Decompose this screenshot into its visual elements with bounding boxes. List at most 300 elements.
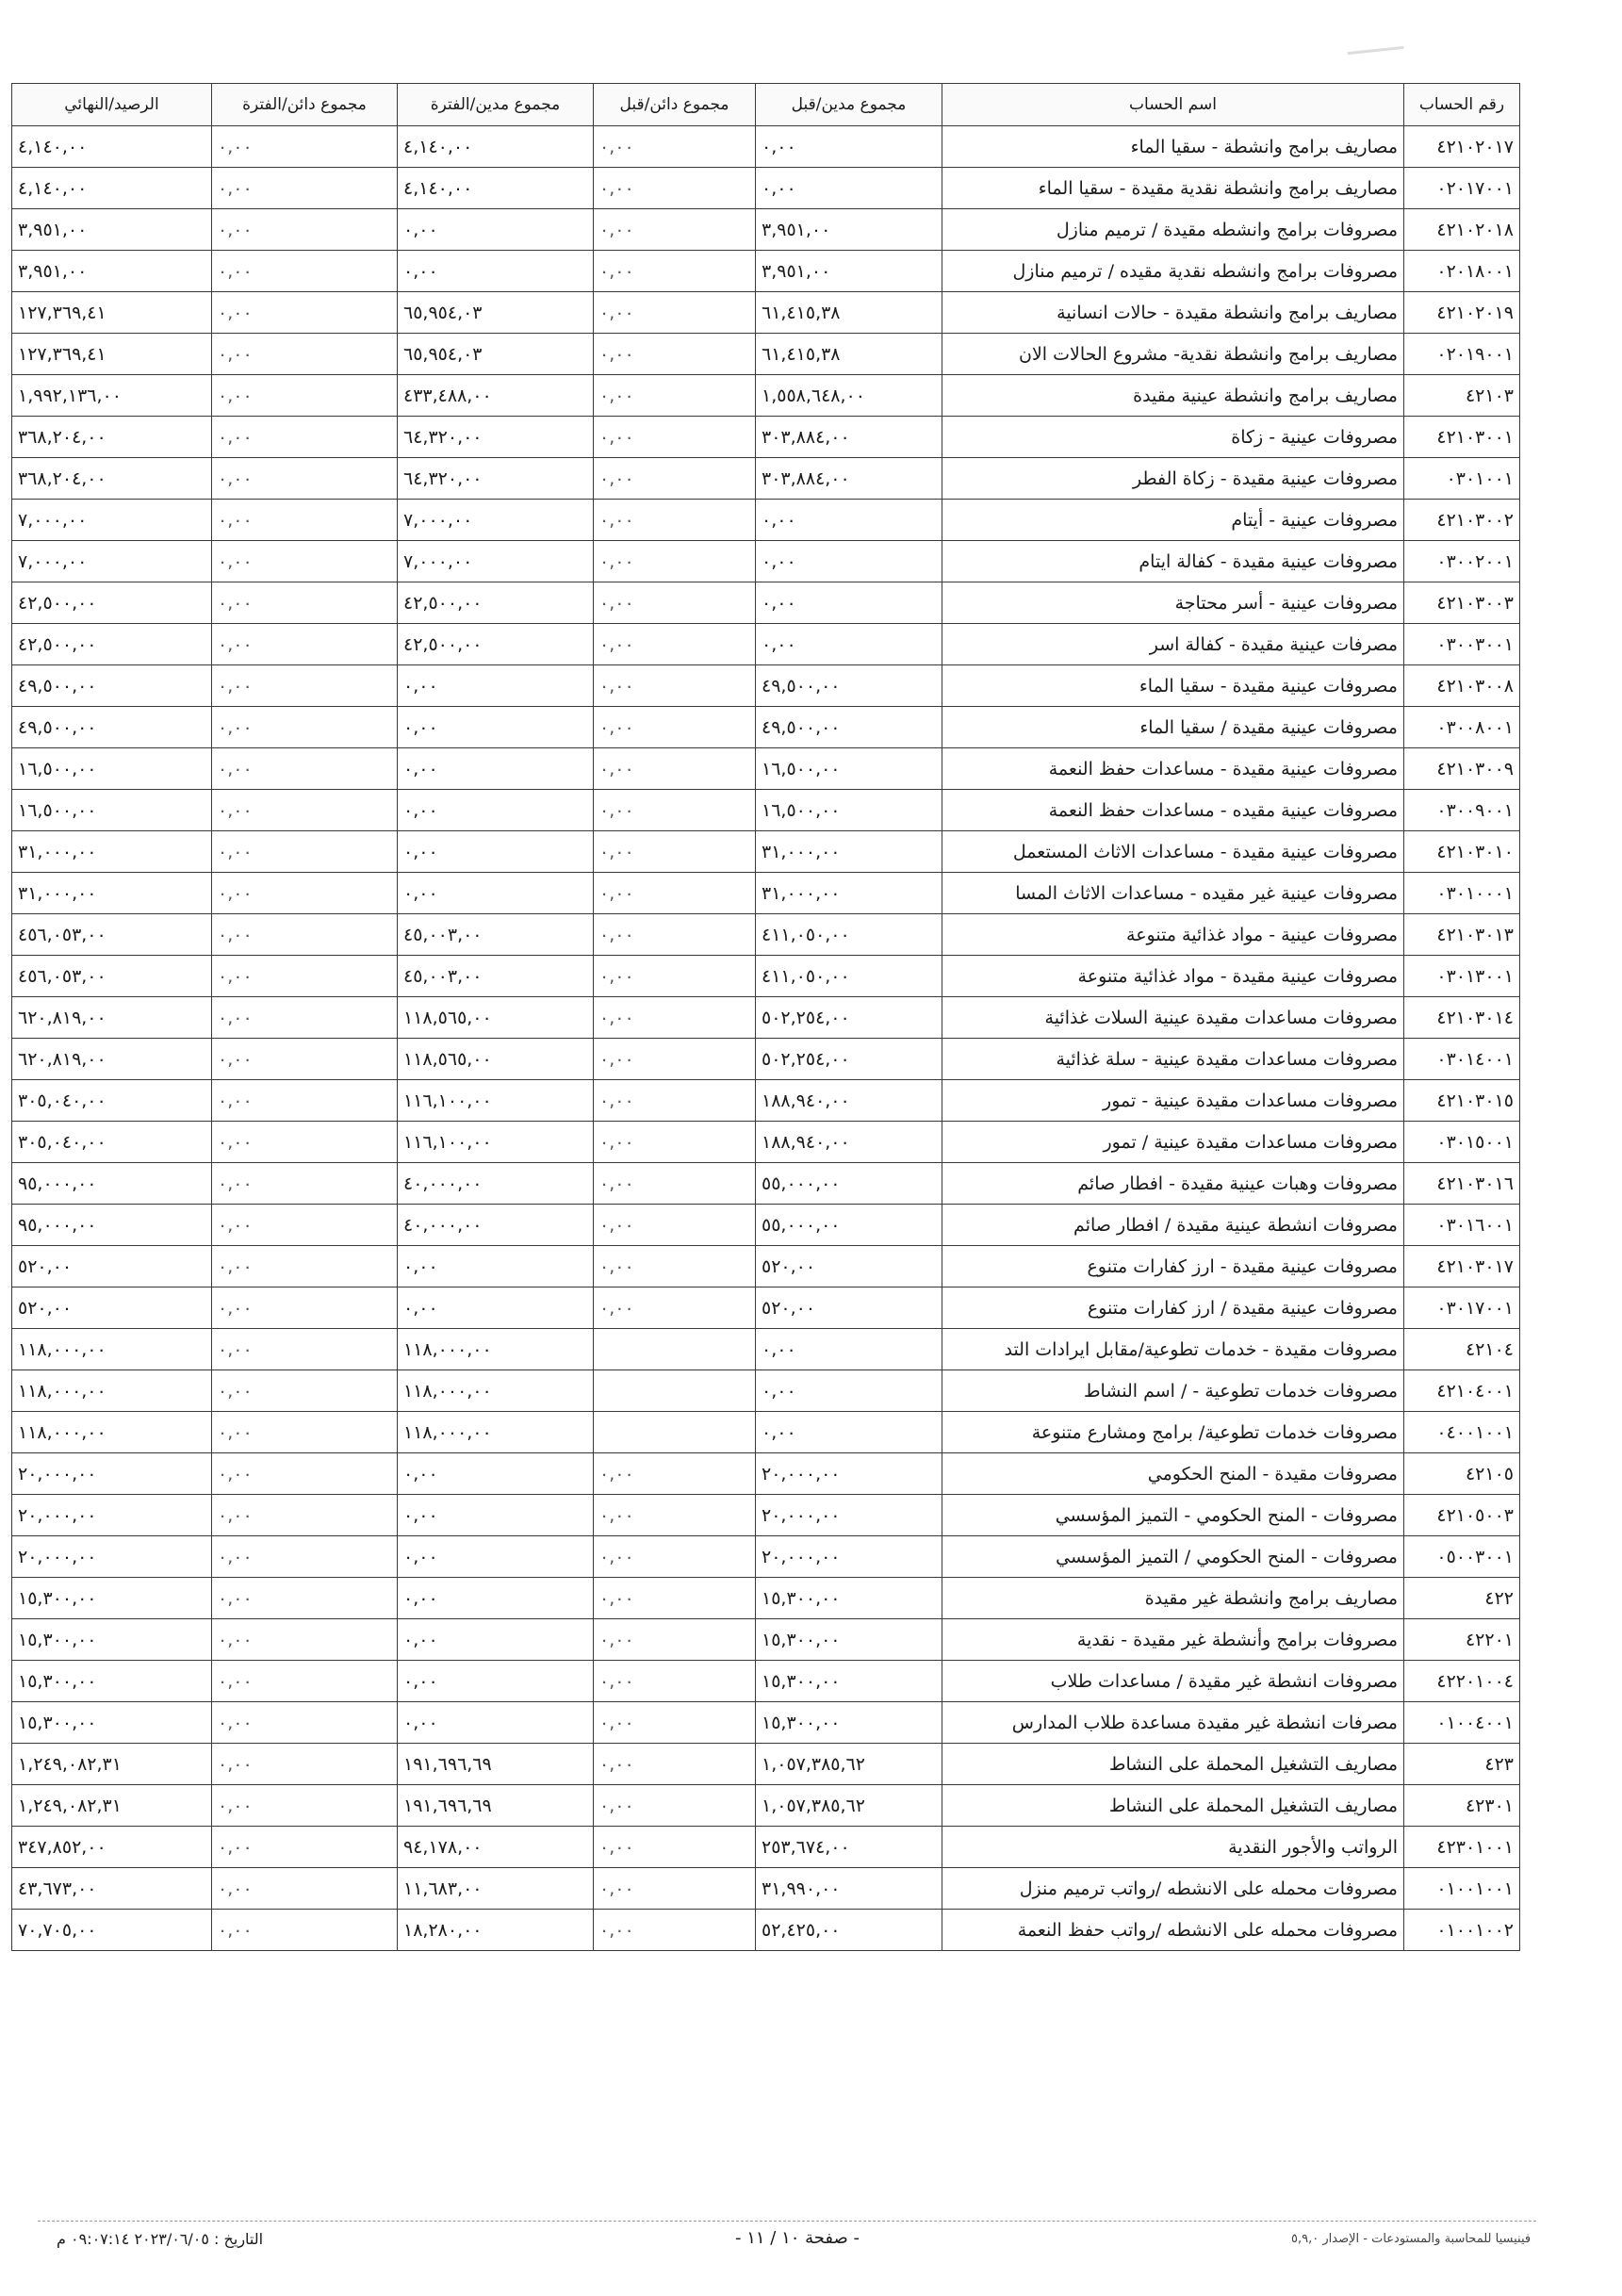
cell-account-name: مصروفات برامج وانشطه نقدية مقيده / ترميم منازل	[942, 251, 1404, 292]
cell-credit-period: ٠,٠٠	[212, 1868, 398, 1910]
cell-debit-prior: ٥٢٠,٠٠	[756, 1246, 942, 1287]
cell-credit-period: ٠,٠٠	[212, 1163, 398, 1205]
cell-debit-prior: ٣٠٣,٨٨٤,٠٠	[756, 417, 942, 458]
cell-credit-prior: ٠,٠٠	[594, 334, 756, 375]
table-row	[12, 1287, 1520, 1329]
cell-credit-period: ٠,٠٠	[212, 458, 398, 500]
cell-credit-period: ٠,٠٠	[212, 956, 398, 997]
cell-account-name: مصروفات عينية مقيدة - مساعدات حفظ النعمة	[942, 748, 1404, 790]
cell-account-no: ٤٢١٠٣٠١٧	[1404, 1246, 1520, 1287]
cell-account-name: مصروفات محمله على الانشطه /رواتب ترميم منزل	[942, 1868, 1404, 1910]
cell-debit-prior: ٦١,٤١٥,٣٨	[756, 334, 942, 375]
cell-credit-prior: ٠,٠٠	[594, 914, 756, 956]
cell-credit-period: ٠,٠٠	[212, 126, 398, 168]
cell-account-name: مصاريف التشغيل المحملة على النشاط	[942, 1785, 1404, 1827]
table-row	[12, 707, 1520, 748]
cell-debit-period: ٤٠,٠٠٠,٠٠	[398, 1163, 594, 1205]
cell-credit-prior: ٠,٠٠	[594, 1661, 756, 1702]
table-row	[12, 1910, 1520, 1951]
cell-debit-prior: ١٥,٣٠٠,٠٠	[756, 1578, 942, 1619]
table-row	[12, 1453, 1520, 1495]
cell-account-name: مصاريف برامج وانشطة غير مقيدة	[942, 1578, 1404, 1619]
cell-debit-prior: ٤١١,٠٥٠,٠٠	[756, 914, 942, 956]
cell-credit-prior: ٠,٠٠	[594, 541, 756, 582]
cell-debit-prior: ١,٥٥٨,٦٤٨,٠٠	[756, 375, 942, 417]
cell-credit-period: ٠,٠٠	[212, 1453, 398, 1495]
table-row	[12, 1868, 1520, 1910]
cell-debit-period: ٠,٠٠	[398, 1536, 594, 1578]
cell-debit-period: ٩٤,١٧٨,٠٠	[398, 1827, 594, 1868]
cell-account-name: مصروفات عينية مقيدة - كفالة ايتام	[942, 541, 1404, 582]
cell-debit-period: ٠,٠٠	[398, 209, 594, 251]
cell-balance: ٣٠٥,٠٤٠,٠٠	[12, 1080, 212, 1122]
cell-balance: ٧,٠٠٠,٠٠	[12, 500, 212, 541]
cell-account-name: مصروفات انشطة عينية مقيدة / افطار صائم	[942, 1205, 1404, 1246]
table-row	[12, 1785, 1520, 1827]
cell-credit-period: ٠,٠٠	[212, 1495, 398, 1536]
cell-credit-prior: ٠,٠٠	[594, 1080, 756, 1122]
cell-credit-prior: ٠,٠٠	[594, 292, 756, 334]
cell-debit-period: ٤٠,٠٠٠,٠٠	[398, 1205, 594, 1246]
cell-debit-prior: ٢٠,٠٠٠,٠٠	[756, 1495, 942, 1536]
cell-debit-prior: ٥٠٢,٢٥٤,٠٠	[756, 997, 942, 1039]
cell-credit-prior: ٠,٠٠	[594, 1039, 756, 1080]
cell-credit-prior	[594, 1412, 756, 1453]
footer-date: التاريخ : ٢٠٢٣/٠٦/٠٥ ٠٩:٠٧:١٤ م	[57, 2230, 264, 2248]
cell-account-name: مصروفات مقيدة - خدمات تطوعية/مقابل ايرادات التد	[942, 1329, 1404, 1370]
cell-credit-prior: ٠,٠٠	[594, 500, 756, 541]
cell-account-no: ٠٣٠١٣٠٠١	[1404, 956, 1520, 997]
cell-debit-period: ٠,٠٠	[398, 831, 594, 873]
cell-credit-prior: ٠,٠٠	[594, 665, 756, 707]
cell-account-name: مصروفات مساعدات مقيدة عينية السلات غذائية	[942, 997, 1404, 1039]
cell-balance: ٩٥,٠٠٠,٠٠	[12, 1205, 212, 1246]
cell-account-no: ٤٢١٠٢٠١٨	[1404, 209, 1520, 251]
cell-credit-prior: ٠,٠٠	[594, 624, 756, 665]
cell-balance: ٤٢,٥٠٠,٠٠	[12, 624, 212, 665]
cell-account-no: ٤٢١٠٣٠١٤	[1404, 997, 1520, 1039]
cell-account-name: مصروفات خدمات تطوعية - / اسم النشاط	[942, 1370, 1404, 1412]
cell-credit-period: ٠,٠٠	[212, 541, 398, 582]
cell-account-no: ٤٢١٠٣٠١٥	[1404, 1080, 1520, 1122]
cell-debit-period: ٦٥,٩٥٤,٠٣	[398, 334, 594, 375]
table-row	[12, 582, 1520, 624]
cell-debit-period: ٠,٠٠	[398, 1453, 594, 1495]
header-balance: الرصيد/النهائي	[12, 84, 212, 126]
cell-account-name: مصرفات عينية مقيدة - كفالة اسر	[942, 624, 1404, 665]
table-row	[12, 1661, 1520, 1702]
table-row	[12, 458, 1520, 500]
cell-account-no: ٤٢٣٠١٠٠١	[1404, 1827, 1520, 1868]
cell-balance: ٤,١٤٠,٠٠	[12, 168, 212, 209]
cell-balance: ٩٥,٠٠٠,٠٠	[12, 1163, 212, 1205]
cell-credit-period: ٠,٠٠	[212, 1619, 398, 1661]
cell-account-no: ٠٣٠٠٩٠٠١	[1404, 790, 1520, 831]
cell-account-name: مصاريف برامج وانشطة - سقيا الماء	[942, 126, 1404, 168]
cell-debit-prior: ٢٥٣,٦٧٤,٠٠	[756, 1827, 942, 1868]
cell-debit-period: ١١٦,١٠٠,٠٠	[398, 1122, 594, 1163]
cell-account-name: مصروفات محمله على الانشطه /رواتب حفظ النعمة	[942, 1910, 1404, 1951]
cell-account-no: ٠٣٠٠٣٠٠١	[1404, 624, 1520, 665]
cell-debit-prior: ٥٢٠,٠٠	[756, 1287, 942, 1329]
cell-debit-period: ١١٨,٠٠٠,٠٠	[398, 1370, 594, 1412]
cell-account-no: ٠٣٠١٠٠٠١	[1404, 873, 1520, 914]
table-row	[12, 1495, 1520, 1536]
cell-account-name: مصروفات عينية - أيتام	[942, 500, 1404, 541]
cell-credit-period: ٠,٠٠	[212, 1246, 398, 1287]
cell-account-name: مصروفات عينية مقيدة - ارز كفارات متنوع	[942, 1246, 1404, 1287]
cell-debit-prior: ١٦,٥٠٠,٠٠	[756, 790, 942, 831]
table-row	[12, 500, 1520, 541]
cell-credit-prior: ٠,٠٠	[594, 251, 756, 292]
cell-account-name: مصاريف برامج وانشطة نقدية مقيدة - سقيا الماء	[942, 168, 1404, 209]
cell-credit-prior: ٠,٠٠	[594, 1246, 756, 1287]
cell-debit-prior: ١٨٨,٩٤٠,٠٠	[756, 1122, 942, 1163]
cell-account-name: مصروفات عينية مقيدة / ارز كفارات متنوع	[942, 1287, 1404, 1329]
cell-account-name: مصروفات عينية مقيدة - مساعدات الاثاث المستعمل	[942, 831, 1404, 873]
cell-credit-prior: ٠,٠٠	[594, 831, 756, 873]
table-row	[12, 748, 1520, 790]
cell-account-no: ٠٣٠١٦٠٠١	[1404, 1205, 1520, 1246]
cell-account-no: ٠٣٠١٧٠٠١	[1404, 1287, 1520, 1329]
cell-balance: ٢٠,٠٠٠,٠٠	[12, 1536, 212, 1578]
cell-debit-period: ٤٣٣,٤٨٨,٠٠	[398, 375, 594, 417]
cell-debit-period: ١١٨,٥٦٥,٠٠	[398, 1039, 594, 1080]
cell-debit-period: ٤٢,٥٠٠,٠٠	[398, 582, 594, 624]
cell-credit-prior	[594, 1370, 756, 1412]
cell-account-name: مصروفات مساعدات مقيدة عينية / تمور	[942, 1122, 1404, 1163]
cell-credit-period: ٠,٠٠	[212, 1578, 398, 1619]
table-row	[12, 417, 1520, 458]
cell-credit-period: ٠,٠٠	[212, 1702, 398, 1744]
table-row	[12, 334, 1520, 375]
cell-account-no: ٠٢٠١٧٠٠١	[1404, 168, 1520, 209]
cell-account-no: ٤٢١٠٤٠٠١	[1404, 1370, 1520, 1412]
table-row	[12, 1744, 1520, 1785]
cell-credit-period: ٠,٠٠	[212, 1785, 398, 1827]
cell-balance: ١٥,٣٠٠,٠٠	[12, 1578, 212, 1619]
cell-credit-period: ٠,٠٠	[212, 417, 398, 458]
cell-account-no: ٤٢٢٠١	[1404, 1619, 1520, 1661]
table-row	[12, 1578, 1520, 1619]
table-row	[12, 1246, 1520, 1287]
cell-balance: ١٢٧,٣٦٩,٤١	[12, 292, 212, 334]
cell-account-no: ٤٢١٠٤	[1404, 1329, 1520, 1370]
cell-debit-period: ٠,٠٠	[398, 1578, 594, 1619]
cell-balance: ٣٠٥,٠٤٠,٠٠	[12, 1122, 212, 1163]
cell-debit-prior: ٠,٠٠	[756, 1370, 942, 1412]
cell-debit-prior: ٠,٠٠	[756, 624, 942, 665]
cell-balance: ٦٢٠,٨١٩,٠٠	[12, 1039, 212, 1080]
cell-debit-prior: ٣٠٣,٨٨٤,٠٠	[756, 458, 942, 500]
cell-account-no: ٤٢١٠٣٠١٠	[1404, 831, 1520, 873]
cell-debit-prior: ٣١,٠٠٠,٠٠	[756, 873, 942, 914]
cell-credit-period: ٠,٠٠	[212, 748, 398, 790]
table-row	[12, 624, 1520, 665]
cell-account-no: ٤٢١٠٣٠١٣	[1404, 914, 1520, 956]
cell-credit-period: ٠,٠٠	[212, 1412, 398, 1453]
cell-account-name: مصاريف برامج وانشطة عينية مقيدة	[942, 375, 1404, 417]
cell-balance: ٤٩,٥٠٠,٠٠	[12, 665, 212, 707]
cell-account-no: ٠٣٠١٠٠١	[1404, 458, 1520, 500]
cell-balance: ١٦,٥٠٠,٠٠	[12, 748, 212, 790]
cell-debit-period: ١١٨,٠٠٠,٠٠	[398, 1329, 594, 1370]
cell-debit-prior: ٠,٠٠	[756, 500, 942, 541]
cell-account-name: الرواتب والأجور النقدية	[942, 1827, 1404, 1868]
cell-credit-prior: ٠,٠٠	[594, 1619, 756, 1661]
cell-credit-period: ٠,٠٠	[212, 997, 398, 1039]
table-row	[12, 209, 1520, 251]
cell-credit-prior: ٠,٠٠	[594, 375, 756, 417]
cell-credit-prior: ٠,٠٠	[594, 997, 756, 1039]
header-account-no: رقم الحساب	[1404, 84, 1520, 126]
cell-balance: ١٦,٥٠٠,٠٠	[12, 790, 212, 831]
table-row	[12, 126, 1520, 168]
table-row	[12, 914, 1520, 956]
cell-balance: ١١٨,٠٠٠,٠٠	[12, 1329, 212, 1370]
cell-credit-prior	[594, 1329, 756, 1370]
cell-credit-period: ٠,٠٠	[212, 873, 398, 914]
cell-account-name: مصروفات عينية مقيدة - مواد غذائية متنوعة	[942, 956, 1404, 997]
table-row	[12, 997, 1520, 1039]
cell-credit-prior: ٠,٠٠	[594, 1744, 756, 1785]
cell-account-name: مصروفات برامج وانشطه مقيدة / ترميم منازل	[942, 209, 1404, 251]
cell-debit-prior: ٣١,٠٠٠,٠٠	[756, 831, 942, 873]
cell-account-no: ٤٢٢	[1404, 1578, 1520, 1619]
cell-balance: ٤٥٦,٠٥٣,٠٠	[12, 956, 212, 997]
cell-balance: ١٥,٣٠٠,٠٠	[12, 1619, 212, 1661]
cell-credit-period: ٠,٠٠	[212, 251, 398, 292]
cell-debit-period: ٦٥,٩٥٤,٠٣	[398, 292, 594, 334]
table-row	[12, 1122, 1520, 1163]
cell-balance: ١,٢٤٩,٠٨٢,٣١	[12, 1744, 212, 1785]
cell-debit-period: ٦٤,٣٢٠,٠٠	[398, 458, 594, 500]
cell-account-name: مصروفات عينية مقيدة - زكاة الفطر	[942, 458, 1404, 500]
cell-account-no: ٠٣٠١٥٠٠١	[1404, 1122, 1520, 1163]
cell-account-no: ٤٢١٠٢٠١٧	[1404, 126, 1520, 168]
cell-credit-prior: ٠,٠٠	[594, 1910, 756, 1951]
cell-debit-prior: ٢٠,٠٠٠,٠٠	[756, 1453, 942, 1495]
cell-debit-period: ٠,٠٠	[398, 873, 594, 914]
cell-debit-period: ١٨,٢٨٠,٠٠	[398, 1910, 594, 1951]
cell-balance: ٥٢٠,٠٠	[12, 1246, 212, 1287]
cell-credit-prior: ٠,٠٠	[594, 790, 756, 831]
cell-debit-period: ١٩١,٦٩٦,٦٩	[398, 1785, 594, 1827]
cell-balance: ٣,٩٥١,٠٠	[12, 209, 212, 251]
cell-account-no: ٤٢١٠٣	[1404, 375, 1520, 417]
cell-account-no: ٠٥٠٠٣٠٠١	[1404, 1536, 1520, 1578]
cell-account-name: مصرفات انشطة غير مقيدة مساعدة طلاب المدارس	[942, 1702, 1404, 1744]
cell-credit-period: ٠,٠٠	[212, 1744, 398, 1785]
cell-debit-prior: ٥٢,٤٢٥,٠٠	[756, 1910, 942, 1951]
cell-account-name: مصروفات عينية مقيدة - سقيا الماء	[942, 665, 1404, 707]
table-header-row	[12, 84, 1520, 126]
cell-account-name: مصروفات مساعدات مقيدة عينية - تمور	[942, 1080, 1404, 1122]
cell-account-name: مصروفات عينية مقيده - مساعدات حفظ النعمة	[942, 790, 1404, 831]
cell-debit-prior: ٣,٩٥١,٠٠	[756, 251, 942, 292]
cell-debit-prior: ٣١,٩٩٠,٠٠	[756, 1868, 942, 1910]
table-row	[12, 1039, 1520, 1080]
cell-credit-prior: ٠,٠٠	[594, 1205, 756, 1246]
cell-credit-prior: ٠,٠٠	[594, 1495, 756, 1536]
cell-debit-prior: ١,٠٥٧,٣٨٥,٦٢	[756, 1744, 942, 1785]
cell-account-no: ٠٤٠٠١٠٠١	[1404, 1412, 1520, 1453]
cell-account-no: ٤٢١٠٣٠٠٢	[1404, 500, 1520, 541]
table-row	[12, 1412, 1520, 1453]
cell-credit-prior: ٠,٠٠	[594, 417, 756, 458]
cell-credit-prior: ٠,٠٠	[594, 1536, 756, 1578]
cell-credit-prior: ٠,٠٠	[594, 209, 756, 251]
cell-credit-period: ٠,٠٠	[212, 1205, 398, 1246]
cell-credit-period: ٠,٠٠	[212, 209, 398, 251]
cell-credit-prior: ٠,٠٠	[594, 1785, 756, 1827]
cell-credit-period: ٠,٠٠	[212, 1329, 398, 1370]
cell-credit-period: ٠,٠٠	[212, 1910, 398, 1951]
cell-credit-prior: ٠,٠٠	[594, 582, 756, 624]
cell-account-name: مصروفات وهبات عينية مقيدة - افطار صائم	[942, 1163, 1404, 1205]
cell-debit-period: ٠,٠٠	[398, 707, 594, 748]
cell-credit-prior: ٠,٠٠	[594, 1827, 756, 1868]
cell-balance: ٢٠,٠٠٠,٠٠	[12, 1495, 212, 1536]
cell-debit-period: ٠,٠٠	[398, 251, 594, 292]
cell-credit-prior: ٠,٠٠	[594, 956, 756, 997]
cell-balance: ٤,١٤٠,٠٠	[12, 126, 212, 168]
cell-debit-prior: ٠,٠٠	[756, 1329, 942, 1370]
cell-account-no: ٤٢١٠٣٠٠٩	[1404, 748, 1520, 790]
cell-balance: ٣١,٠٠٠,٠٠	[12, 831, 212, 873]
cell-debit-period: ٠,٠٠	[398, 1661, 594, 1702]
cell-credit-prior: ٠,٠٠	[594, 1287, 756, 1329]
cell-debit-prior: ٤٩,٥٠٠,٠٠	[756, 707, 942, 748]
cell-credit-period: ٠,٠٠	[212, 1370, 398, 1412]
cell-account-name: مصروفات انشطة غير مقيدة / مساعدات طلاب	[942, 1661, 1404, 1702]
cell-credit-period: ٠,٠٠	[212, 582, 398, 624]
cell-debit-prior: ١٨٨,٩٤٠,٠٠	[756, 1080, 942, 1122]
cell-debit-period: ١١,٦٨٣,٠٠	[398, 1868, 594, 1910]
cell-account-no: ٤٢٣٠١	[1404, 1785, 1520, 1827]
cell-account-name: مصروفات خدمات تطوعية/ برامج ومشارع متنوعة	[942, 1412, 1404, 1453]
cell-debit-prior: ٠,٠٠	[756, 168, 942, 209]
cell-credit-period: ٠,٠٠	[212, 707, 398, 748]
table-row	[12, 541, 1520, 582]
cell-balance: ٣٤٧,٨٥٢,٠٠	[12, 1827, 212, 1868]
cell-credit-period: ٠,٠٠	[212, 1122, 398, 1163]
cell-credit-prior: ٠,٠٠	[594, 1163, 756, 1205]
cell-balance: ٤٥٦,٠٥٣,٠٠	[12, 914, 212, 956]
cell-balance: ٧٠,٧٠٥,٠٠	[12, 1910, 212, 1951]
cell-credit-period: ٠,٠٠	[212, 665, 398, 707]
cell-debit-prior: ٤٩,٥٠٠,٠٠	[756, 665, 942, 707]
table-row	[12, 1619, 1520, 1661]
cell-balance: ١١٨,٠٠٠,٠٠	[12, 1412, 212, 1453]
cell-balance: ٤٢,٥٠٠,٠٠	[12, 582, 212, 624]
cell-debit-period: ٧,٠٠٠,٠٠	[398, 500, 594, 541]
cell-debit-period: ٠,٠٠	[398, 1287, 594, 1329]
cell-account-name: مصروفات - المنح الحكومي - التميز المؤسسي	[942, 1495, 1404, 1536]
cell-debit-prior: ٠,٠٠	[756, 126, 942, 168]
header-debit-prior: مجموع مدين/قبل	[756, 84, 942, 126]
table-row	[12, 1080, 1520, 1122]
table-row	[12, 665, 1520, 707]
cell-debit-period: ٠,٠٠	[398, 1246, 594, 1287]
cell-debit-period: ٤,١٤٠,٠٠	[398, 168, 594, 209]
cell-credit-period: ٠,٠٠	[212, 790, 398, 831]
cell-debit-prior: ٥٥,٠٠٠,٠٠	[756, 1163, 942, 1205]
scan-mark	[1348, 46, 1405, 62]
footer-page-number: - صفحة ١٠ / ١١ -	[735, 2228, 860, 2248]
cell-debit-prior: ٣,٩٥١,٠٠	[756, 209, 942, 251]
cell-debit-period: ١١٦,١٠٠,٠٠	[398, 1080, 594, 1122]
cell-account-no: ٤٢٣	[1404, 1744, 1520, 1785]
cell-balance: ١١٨,٠٠٠,٠٠	[12, 1370, 212, 1412]
cell-balance: ١٥,٣٠٠,٠٠	[12, 1661, 212, 1702]
cell-debit-period: ٧,٠٠٠,٠٠	[398, 541, 594, 582]
cell-credit-period: ٠,٠٠	[212, 624, 398, 665]
header-credit-prior: مجموع دائن/قبل	[594, 84, 756, 126]
header-credit-period: مجموع دائن/الفترة	[212, 84, 398, 126]
cell-debit-prior: ١٥,٣٠٠,٠٠	[756, 1661, 942, 1702]
cell-credit-period: ٠,٠٠	[212, 1080, 398, 1122]
cell-debit-period: ٤٥,٠٠٣,٠٠	[398, 956, 594, 997]
cell-credit-period: ٠,٠٠	[212, 168, 398, 209]
cell-balance: ٥٢٠,٠٠	[12, 1287, 212, 1329]
cell-balance: ٦٢٠,٨١٩,٠٠	[12, 997, 212, 1039]
cell-credit-prior: ٠,٠٠	[594, 748, 756, 790]
table-row	[12, 375, 1520, 417]
cell-credit-prior: ٠,٠٠	[594, 1578, 756, 1619]
cell-debit-prior: ٢٠,٠٠٠,٠٠	[756, 1536, 942, 1578]
header-account-name: اسم الحساب	[942, 84, 1404, 126]
cell-account-name: مصروفات برامج وأنشطة غير مقيدة - نقدية	[942, 1619, 1404, 1661]
cell-account-no: ٤٢١٠٣٠٠٨	[1404, 665, 1520, 707]
cell-account-no: ٤٢١٠٢٠١٩	[1404, 292, 1520, 334]
cell-debit-prior: ١٥,٣٠٠,٠٠	[756, 1619, 942, 1661]
cell-debit-period: ٤٢,٥٠٠,٠٠	[398, 624, 594, 665]
cell-balance: ١٥,٣٠٠,٠٠	[12, 1702, 212, 1744]
cell-account-no: ٠١٠٠١٠٠١	[1404, 1868, 1520, 1910]
cell-account-name: مصروفات عينية غير مقيده - مساعدات الاثاث المسا	[942, 873, 1404, 914]
table-row	[12, 1702, 1520, 1744]
footer-software: فينيسيا للمحاسبة والمستودعات - الإصدار ٥,٩,٠	[1291, 2232, 1532, 2246]
cell-debit-prior: ١,٠٥٧,٣٨٥,٦٢	[756, 1785, 942, 1827]
cell-debit-prior: ٠,٠٠	[756, 541, 942, 582]
table-row	[12, 1827, 1520, 1868]
table-row	[12, 1205, 1520, 1246]
cell-account-name: مصاريف التشغيل المحملة على النشاط	[942, 1744, 1404, 1785]
footer-divider	[38, 2221, 1536, 2222]
cell-debit-period: ٦٤,٣٢٠,٠٠	[398, 417, 594, 458]
cell-debit-period: ٠,٠٠	[398, 790, 594, 831]
cell-credit-prior: ٠,٠٠	[594, 1122, 756, 1163]
cell-debit-prior: ٠,٠٠	[756, 582, 942, 624]
table-row	[12, 251, 1520, 292]
cell-credit-period: ٠,٠٠	[212, 292, 398, 334]
cell-credit-prior: ٠,٠٠	[594, 168, 756, 209]
cell-debit-prior: ١٦,٥٠٠,٠٠	[756, 748, 942, 790]
cell-credit-period: ٠,٠٠	[212, 914, 398, 956]
cell-account-name: مصروفات عينية - مواد غذائية متنوعة	[942, 914, 1404, 956]
cell-account-no: ٠٢٠١٩٠٠١	[1404, 334, 1520, 375]
table-row	[12, 790, 1520, 831]
cell-credit-prior: ٠,٠٠	[594, 126, 756, 168]
header-debit-period: مجموع مدين/الفترة	[398, 84, 594, 126]
cell-credit-period: ٠,٠٠	[212, 334, 398, 375]
cell-account-no: ٤٢١٠٣٠١٦	[1404, 1163, 1520, 1205]
cell-credit-prior: ٠,٠٠	[594, 873, 756, 914]
cell-debit-prior: ٤١١,٠٥٠,٠٠	[756, 956, 942, 997]
cell-credit-prior: ٠,٠٠	[594, 1868, 756, 1910]
cell-credit-period: ٠,٠٠	[212, 1536, 398, 1578]
